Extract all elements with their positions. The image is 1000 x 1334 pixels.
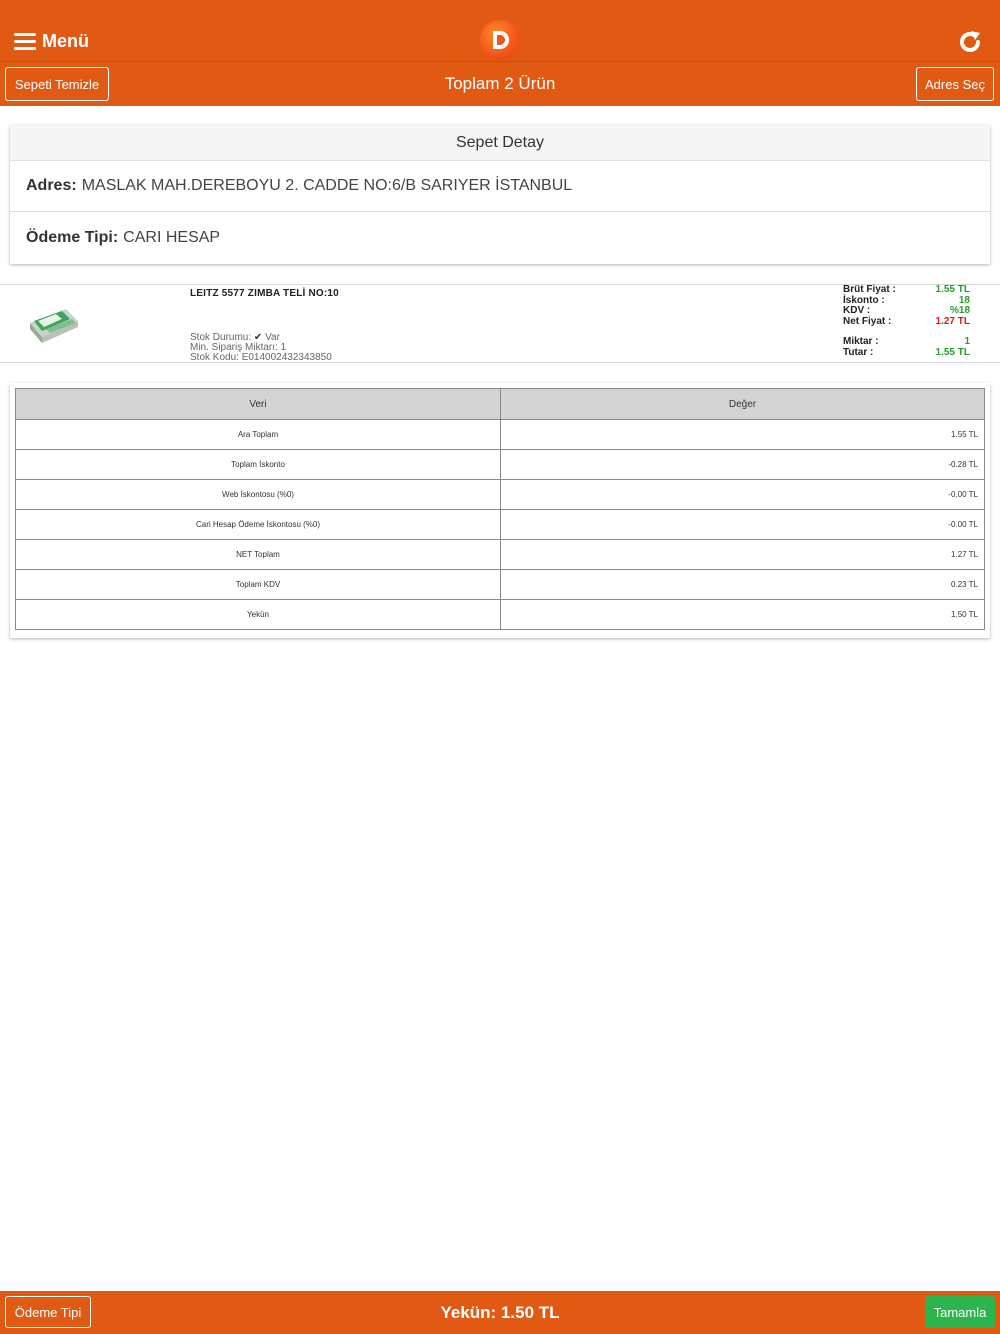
table-row xyxy=(16,480,985,510)
min-order-quantity: Min. Sipariş Miktarı: 1 xyxy=(190,342,287,353)
bottom-action-bar xyxy=(0,1291,1000,1334)
row-label: Web İskontosu (%0) xyxy=(16,480,501,510)
product-meta xyxy=(190,333,332,363)
product-image xyxy=(26,305,80,345)
column-header-data: Veri xyxy=(16,389,501,420)
payment-type-row[interactable] xyxy=(10,212,990,263)
table-row xyxy=(16,570,985,600)
row-label: Toplam KDV xyxy=(16,570,501,600)
summary-card xyxy=(10,383,990,638)
product-name: LEITZ 5577 ZIMBA TELİ NO:10 xyxy=(190,288,339,299)
brand-logo-icon xyxy=(480,20,520,60)
cart-detail-title: Sepet Detay xyxy=(10,125,990,161)
menu-label: Menü xyxy=(42,30,89,51)
vat-value: %18 xyxy=(949,305,970,317)
amount-label: Tutar : xyxy=(843,346,874,358)
address-label: Adres: xyxy=(26,177,77,194)
table-row xyxy=(16,420,985,450)
summary-table xyxy=(15,388,985,630)
menu-button[interactable] xyxy=(14,28,89,54)
payment-type-value: CARI HESAP xyxy=(123,228,221,246)
discount-label: İskonto : xyxy=(843,294,885,306)
row-value: 1.50 TL xyxy=(501,600,985,630)
discount-value: 18 xyxy=(958,294,970,306)
row-label: Yekün xyxy=(16,600,501,630)
row-label: Ara Toplam xyxy=(16,420,501,450)
row-value: 1.27 TL xyxy=(501,540,985,570)
select-address-button[interactable]: Adres Seç xyxy=(916,67,994,101)
quantity-value: 1 xyxy=(964,336,970,348)
row-value: -0.28 TL xyxy=(501,450,985,480)
table-header-row xyxy=(16,389,985,420)
net-price-value: 1.27 TL xyxy=(935,315,970,327)
stock-code: Stok Kodu: E014002432343850 xyxy=(190,352,332,363)
table-row xyxy=(16,600,985,630)
table-row xyxy=(16,540,985,570)
amount-value: 1.55 TL xyxy=(935,346,970,358)
grand-total: Yekün: 1.50 TL xyxy=(440,1303,560,1322)
vat-label: KDV : xyxy=(843,305,871,317)
payment-type-label: Ödeme Tipi: xyxy=(26,228,119,246)
checkmark-icon: ✔ xyxy=(253,332,263,343)
net-price-label: Net Fiyat : xyxy=(843,315,892,327)
gross-price-value: 1.55 TL xyxy=(935,284,970,295)
refresh-icon[interactable] xyxy=(956,28,984,56)
product-prices xyxy=(843,285,970,359)
row-label: Cari Hesap Ödeme İskontosu (%0) xyxy=(16,510,501,540)
complete-order-button[interactable]: Tamamla xyxy=(925,1296,995,1328)
address-value: MASLAK MAH.DEREBOYU 2. CADDE NO:6/B SARIYER İSTANBUL xyxy=(81,177,573,194)
row-value: 1.55 TL xyxy=(501,420,985,450)
row-value: -0.00 TL xyxy=(501,510,985,540)
hamburger-icon xyxy=(14,33,36,49)
gross-price-label: Brüt Fiyat : xyxy=(843,284,896,295)
table-row xyxy=(16,450,985,480)
row-label: NET Toplam xyxy=(16,540,501,570)
table-row xyxy=(16,510,985,540)
cart-toolbar xyxy=(0,62,1000,106)
stock-status: Stok Durumu: ✔ Var xyxy=(190,332,280,343)
quantity-label: Miktar : xyxy=(843,336,879,348)
page-title: Toplam 2 Ürün xyxy=(444,74,556,93)
cart-product-item[interactable] xyxy=(0,284,1000,363)
top-navigation-bar xyxy=(0,0,1000,62)
payment-type-button[interactable]: Ödeme Tipi xyxy=(5,1296,91,1328)
clear-cart-button[interactable]: Sepeti Temizle xyxy=(5,67,109,101)
cart-detail-card xyxy=(10,125,990,264)
row-label: Toplam İskonto xyxy=(16,450,501,480)
row-value: -0.00 TL xyxy=(501,480,985,510)
address-row[interactable] xyxy=(10,161,990,212)
column-header-value: Değer xyxy=(501,389,985,420)
row-value: 0.23 TL xyxy=(501,570,985,600)
